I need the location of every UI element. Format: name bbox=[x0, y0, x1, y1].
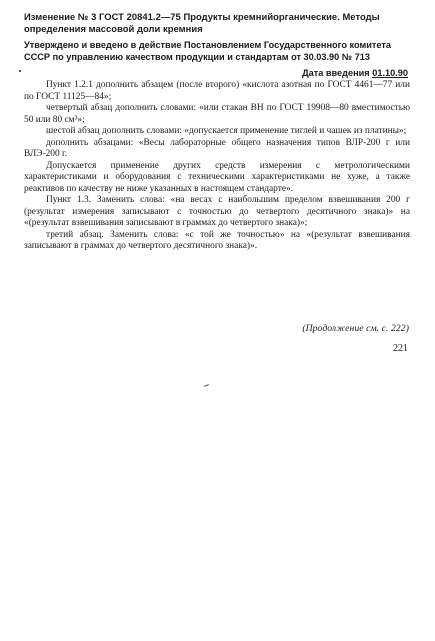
amendment-body bbox=[24, 80, 410, 253]
continuation-note: (Продолжение см. с. 222) bbox=[302, 323, 409, 334]
paragraph-6: Пункт 1.3. Заменить слова: «на весах с наибольшим пределом взвешивания 200 г (результат измерения записывают с точностью до четвертого десятичного знака)» на «(результат взвешивания записывают в граммах до четвертого знака)»; bbox=[24, 195, 410, 228]
amendment-title: Изменение № 3 ГОСТ 20841.2—75 Продукты кремнийорганические. Методы определения массовой доли кремния bbox=[24, 11, 380, 34]
introduction-date-value: 01.10.90 bbox=[372, 68, 408, 78]
stray-dot-mark bbox=[19, 70, 21, 72]
paragraph-1: Пункт 1.2.1 дополнить абзацем (после второго) «кислота азотная по ГОСТ 4461—77 или по ГОСТ 11125—84»; bbox=[24, 80, 410, 102]
approval-statement: Утверждено и введено в действие Постановлением Государственного комитета СССР по управлению качеством продукции и стандартам от 30.03.90 № 713 bbox=[24, 40, 391, 62]
page-number: 221 bbox=[393, 343, 408, 354]
paragraph-7: третий абзац. Заменить слова: «с той же точностью» на «(результат взвешивания записывают в граммах до четвертого десятичного знака)». bbox=[24, 229, 410, 251]
paragraph-2: четвертый абзац дополнить словами: «или стакан ВН по ГОСТ 19908—80 вместимостью 50 или 80 см³»; bbox=[24, 103, 410, 125]
introduction-date-label: Дата введения bbox=[302, 68, 370, 78]
scan-speck bbox=[204, 384, 209, 387]
paragraph-3: шестой абзац дополнить словами: «допускается применение тиглей и чашек из платины»; bbox=[46, 126, 407, 136]
paragraph-5: Допускается применение других средств измерения с метрологическими характеристиками и оборудования с техническими характеристиками не хуже, а также реактивов по качеству не ниже указанных в настоящем стандарте». bbox=[24, 160, 410, 194]
introduction-date bbox=[302, 68, 408, 78]
paragraph-4: дополнить абзацами: «Весы лабораторные общего назначения типов ВЛР-200 г или ВЛЭ-200 г. bbox=[24, 137, 410, 159]
